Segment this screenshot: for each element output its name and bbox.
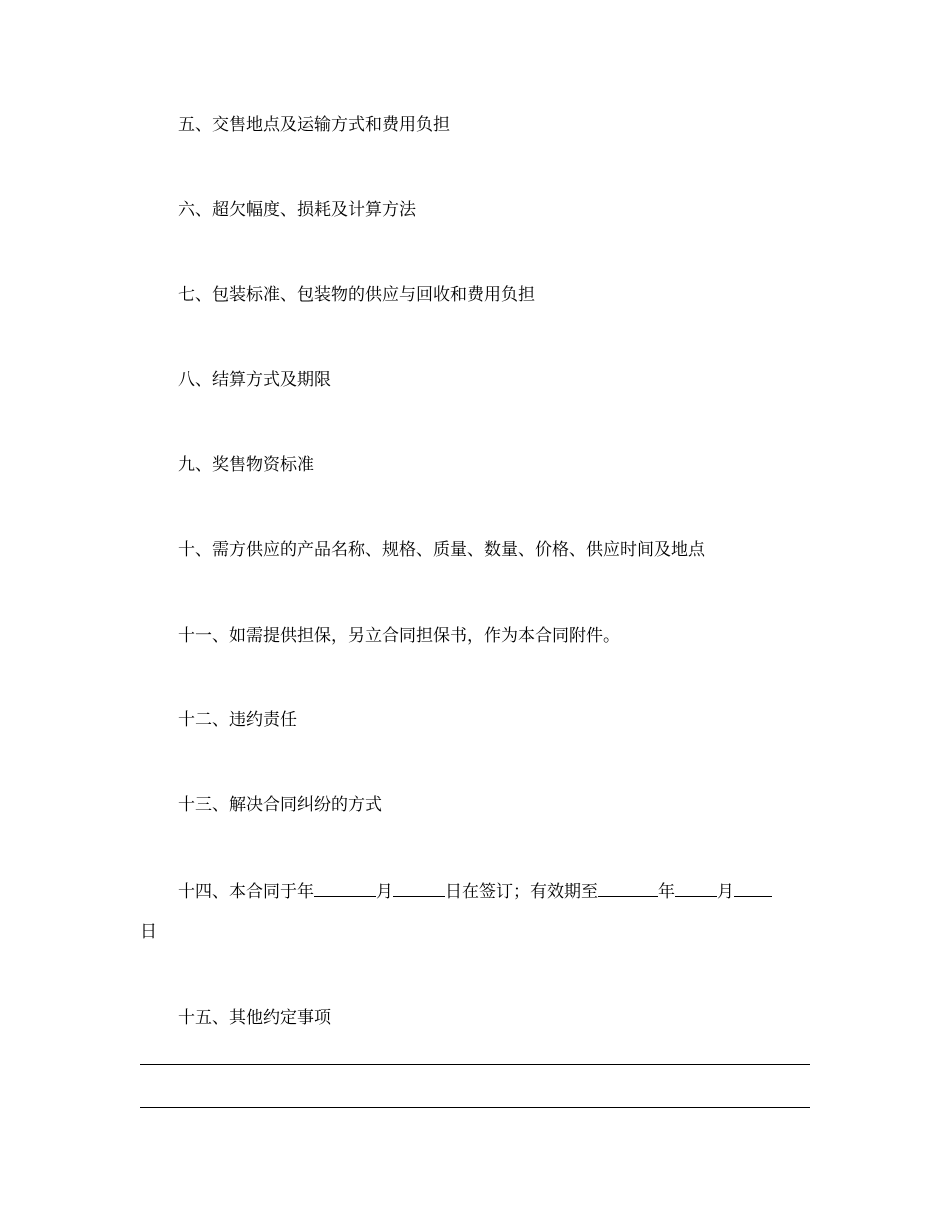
clause-14-day-label: 日在签订；有效期至: [445, 882, 598, 902]
clause-15: 十五、其他约定事项: [178, 1008, 331, 1028]
clause-10: 十、需方供应的产品名称、规格、质量、数量、价格、供应时间及地点: [178, 540, 705, 560]
clause-13: 十三、解决合同纠纷的方式: [178, 795, 382, 815]
sign-year-blank[interactable]: [314, 880, 376, 897]
valid-year-blank[interactable]: [598, 880, 658, 897]
clause-12: 十二、违约责任: [178, 710, 297, 730]
clause-14-prefix: 十四、本合同于年: [178, 882, 314, 902]
other-terms-line-2[interactable]: [140, 1107, 810, 1108]
clause-9: 九、奖售物资标准: [178, 455, 314, 475]
sign-month-blank[interactable]: [393, 880, 445, 897]
clause-14-day-suffix: 日: [140, 922, 157, 942]
clause-8: 八、结算方式及期限: [178, 370, 331, 390]
clause-7: 七、包装标准、包装物的供应与回收和费用负担: [178, 285, 535, 305]
clause-5: 五、交售地点及运输方式和费用负担: [178, 115, 450, 135]
valid-day-blank[interactable]: [734, 880, 772, 897]
valid-month-blank[interactable]: [675, 880, 717, 897]
clause-14-month-label: 月: [376, 882, 393, 902]
clause-11: 十一、如需提供担保，另立合同担保书，作为本合同附件。: [178, 626, 620, 646]
clause-14-year-label: 年: [658, 882, 675, 902]
clause-14: [178, 880, 772, 902]
other-terms-line-1[interactable]: [140, 1064, 810, 1065]
clause-14-month2-label: 月: [717, 882, 734, 902]
clause-6: 六、超欠幅度、损耗及计算方法: [178, 200, 416, 220]
